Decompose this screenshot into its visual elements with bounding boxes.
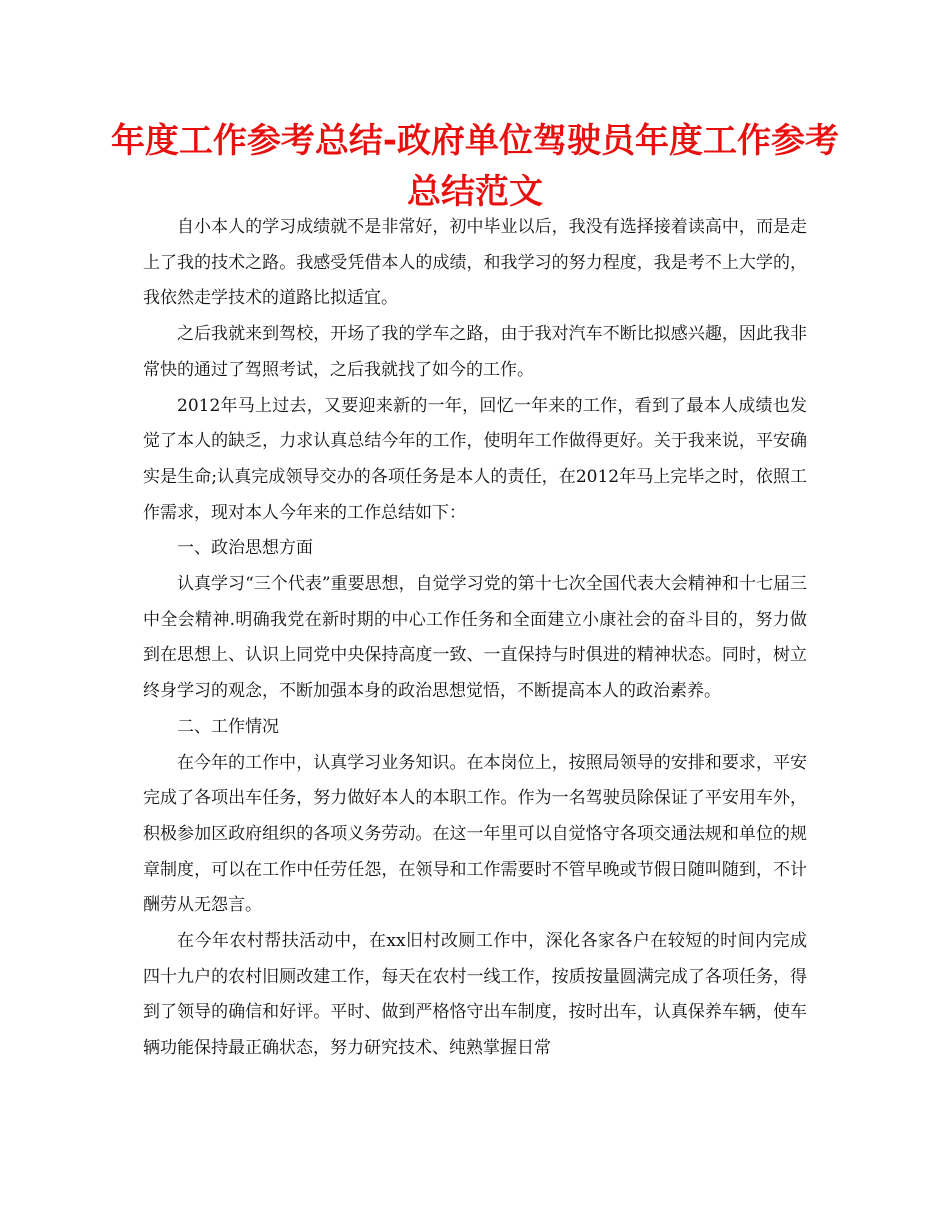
document-body — [143, 210, 807, 1067]
paragraph-driving-school: 之后我就来到驾校，开场了我的学车之路，由于我对汽车不断比拟感兴趣，因此我非常快的通过了驾照考试，之后我就找了如今的工作。 — [143, 324, 807, 380]
document-title: 年度工作参考总结-政府单位驾驶员年度工作参考总结范文 — [110, 121, 840, 212]
section-heading-work: 二、工作情况 — [177, 716, 279, 737]
paragraph-work: 在今年的工作中，认真学习业务知识。在本岗位上，按照局领导的安排和要求，平安完成了各项出车任务，努力做好本人的本职工作。作为一名驾驶员除保证了平安用车外，积极参加区政府组织的各项义务劳动。在这一年里可以自觉恪守各项交通法规和单位的规章制度，可以在工作中任劳任怨，在领导和工作需要时不管早晚或节假日随叫随到，不计酬劳从无怨言。 — [143, 752, 807, 916]
paragraph-political: 认真学习“三个代表”重要思想，自觉学习党的第十七次全国代表大会精神和十七届三中全会精神.明确我党在新时期的中心工作任务和全面建立小康社会的奋斗目的，努力做到在思想上、认识上同党中央保持高度一致、一直保持与时俱进的精神状态。同时，树立终身学习的观念，不断加强本身的政治思想觉悟，不断提高本人的政治素养。 — [143, 574, 807, 702]
section-heading-political: 一、政治思想方面 — [177, 538, 313, 559]
paragraph-year-review: 2012年马上过去，又要迎来新的一年，回忆一年来的工作，看到了最本人成绩也发觉了本人的缺乏，力求认真总结今年的工作，使明年工作做得更好。关于我来说，平安确实是生命;认真完成领导交办的各项任务是本人的责任，在2012年马上完毕之时，依照工作需求，现对本人今年来的工作总结如下： — [143, 395, 807, 523]
paragraph-intro: 自小本人的学习成绩就不是非常好，初中毕业以后，我没有选择接着读高中，而是走上了我的技术之路。我感受凭借本人的成绩，和我学习的努力程度，我是考不上大学的，我依然走学技术的道路比拟适宜。 — [143, 217, 807, 309]
paragraph-rural-support: 在今年农村帮扶活动中，在xx旧村改厕工作中，深化各家各户在较短的时间内完成四十九户的农村旧厕改建工作，每天在农村一线工作，按质按量圆满完成了各项任务，得到了领导的确信和好评。平时、做到严格恪守出车制度，按时出车，认真保养车辆，使车辆功能保持最正确状态，努力研究技术、纯熟掌握日常 — [143, 931, 807, 1059]
